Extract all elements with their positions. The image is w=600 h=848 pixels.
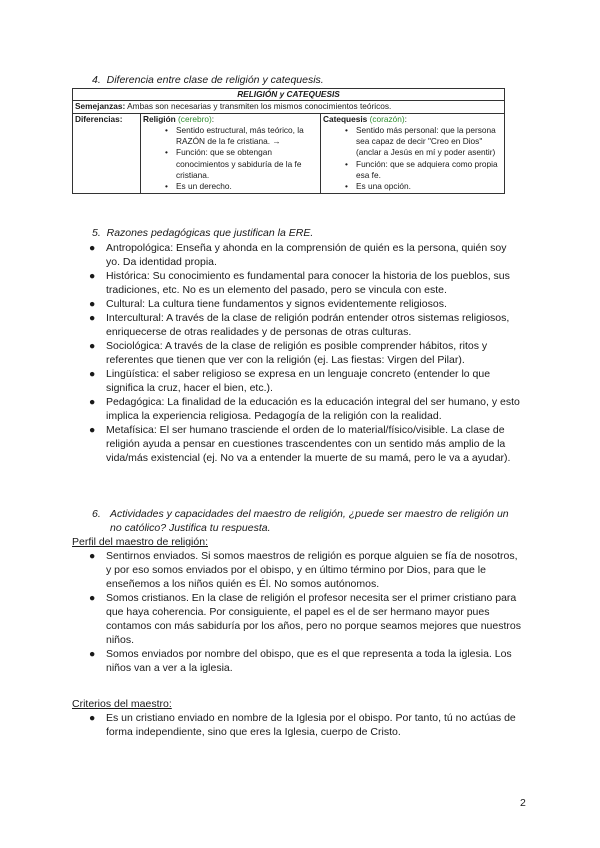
list-item-text: Es un derecho. (176, 181, 232, 192)
list-item (143, 125, 318, 148)
perfil-list (80, 549, 525, 675)
list-item-text: Cultural: La cultura tiene fundamentos y signos evidentemente religiosos. (106, 298, 447, 310)
differences-label: Diferencias: (73, 113, 141, 193)
section-4-heading (92, 73, 324, 87)
catequesis-colon: : (404, 113, 407, 124)
section-5-title: Razones pedagógicas que justifican la ERE. (106, 227, 314, 239)
bullet-icon: ● (89, 340, 96, 352)
religion-colon: : (211, 113, 215, 124)
list-item-text: Histórica: Su conocimiento es fundamental para conocer la historia de los pueblos, sus tradiciones, etc. No es un elemento del pasado, pero se vincula con este. (106, 270, 510, 296)
bullet-icon: ● (89, 368, 96, 380)
catequesis-label: Catequesis (323, 113, 368, 124)
page-number: 2 (520, 797, 526, 809)
list-item (80, 339, 520, 367)
bullet-icon: ● (89, 312, 96, 324)
criterios-title: Criterios del maestro: (72, 698, 172, 710)
bullet-icon: ● (89, 396, 96, 408)
catequesis-tag: (corazón) (369, 113, 405, 124)
catequesis-list (323, 125, 502, 193)
list-item-text: Sociológica: A través de la clase de religión es posible comprender hábitos, ritos y referentes que tienen que ver con la religión (ej. Las fiestas: Virgen del Pilar). (106, 340, 488, 366)
religion-cell (141, 113, 321, 193)
section-6-heading (92, 507, 522, 535)
list-item-text: Función: que se adquiera como propia esa fe. (356, 158, 498, 181)
list-item (80, 241, 520, 269)
bullet-icon: ● (89, 242, 96, 254)
section-4-title: Diferencia entre clase de religión y catequesis. (106, 74, 324, 86)
list-item (143, 181, 318, 192)
bullet-icon: ● (89, 592, 96, 604)
section-5-heading (92, 226, 313, 240)
perfil-title: Perfil del maestro de religión: (72, 536, 208, 548)
bullet-icon: • (345, 181, 348, 192)
section-4-number: 4. (92, 74, 101, 86)
bullet-icon: • (345, 124, 348, 135)
list-item-text: Somos enviados por nombre del obispo, que es el que representa a toda la iglesia. Los niños van a ver a la iglesia. (106, 648, 512, 674)
list-item-text: Sentido más personal: que la persona sea capaz de decir "Creo en Dios" (anclar a Jesús en mí y poder asentir) (356, 124, 496, 158)
list-item (80, 423, 520, 465)
table-title-row (73, 89, 505, 101)
list-item (80, 647, 525, 675)
bullet-icon: ● (89, 712, 96, 724)
section-5-list (80, 241, 520, 465)
list-item (80, 395, 520, 423)
list-item (80, 549, 525, 591)
bullet-icon: ● (89, 648, 96, 660)
table-title: RELIGIÓN y CATEQUESIS (73, 89, 505, 101)
section-6-title: Actividades y capacidades del maestro de religión, ¿puede ser maestro de religión un no católico? Justifica tu respuesta. (110, 508, 509, 534)
bullet-icon: ● (89, 424, 96, 436)
list-item-text: Es un cristiano enviado en nombre de la Iglesia por el obispo. Por tanto, tú no actúas de forma independiente, sino que eres la Iglesia, cuerpo de Cristo. (106, 712, 516, 738)
religion-tag: (cerebro) (178, 113, 212, 124)
section-5-number: 5. (92, 227, 101, 239)
list-item-text: Metafísica: El ser humano trasciende el orden de lo material/físico/visible. La clase de religión ayuda a pensar en cuestiones trascendentes con un sentido más amplio de la vida/más existencial (ej. No va a entender la muerte de su mamá, pero le va a ayudar). (106, 424, 511, 464)
similarities-text: Ambas son necesarias y transmiten los mismos conocimientos teóricos. (127, 101, 392, 112)
bullet-icon: • (165, 147, 168, 158)
table-similarities-row (73, 101, 505, 113)
bullet-icon: • (165, 181, 168, 192)
catequesis-cell (321, 113, 505, 193)
bullet-icon: ● (89, 550, 96, 562)
list-item-text: Sentido estructural, más teórico, la RAZÓN de la fe cristiana. → (176, 124, 304, 147)
list-item (323, 125, 502, 159)
list-item (80, 711, 525, 739)
religion-list (143, 125, 318, 193)
similarities-label: Semejanzas: (75, 101, 126, 112)
table-similarities-cell (73, 101, 505, 113)
list-item-text: Es una opción. (356, 181, 411, 192)
list-item-text: Sentirnos enviados. Si somos maestros de religión es porque alguien se fía de nosotros, y por eso somos enviados por el obispo, y en último término por Dios, para que le enseñemos a los niños quién es Él. No somos autónomos. (106, 550, 518, 590)
list-item (323, 159, 502, 182)
bullet-icon: • (345, 158, 348, 169)
list-item (80, 311, 520, 339)
table-differences-row (73, 113, 505, 193)
bullet-icon: ● (89, 270, 96, 282)
list-item (80, 269, 520, 297)
list-item (323, 181, 502, 192)
section-6-number: 6. (92, 508, 101, 520)
comparison-table (72, 88, 505, 194)
religion-label: Religión (143, 113, 176, 124)
list-item (143, 147, 318, 181)
list-item-text: Función: que se obtengan conocimientos y sabiduría de la fe cristiana. (176, 147, 302, 181)
list-item (80, 367, 520, 395)
list-item (80, 297, 520, 311)
list-item-text: Lingüística: el saber religioso se expresa en un lenguaje concreto (entender lo que significa la cruz, hacer el bien, etc.). (106, 368, 491, 394)
list-item-text: Intercultural: A través de la clase de religión podrán entender otros sistemas religiosos, enriquecerse de otras realidades y de personas de otras culturas. (106, 312, 510, 338)
list-item-text: Pedagógica: La finalidad de la educación es la educación integral del ser humano, y esto implica la experiencia religiosa. Pedagogía de la religión con la realidad. (106, 396, 520, 422)
bullet-icon: • (165, 124, 168, 135)
list-item (80, 591, 525, 647)
list-item-text: Antropológica: Enseña y ahonda en la comprensión de quién es la persona, quién soy yo. Da identidad propia. (106, 242, 507, 268)
criterios-list (80, 711, 525, 739)
list-item-text: Somos cristianos. En la clase de religión el profesor necesita ser el primer cristiano para que haya coherencia. Por consiguiente, el papel es el de ser hermano mayor pues contamos con más sabiduría por los años, pero no porque seamos mejores que nuestros niños. (106, 592, 521, 646)
bullet-icon: ● (89, 298, 96, 310)
comparison-table-wrapper (72, 88, 505, 194)
